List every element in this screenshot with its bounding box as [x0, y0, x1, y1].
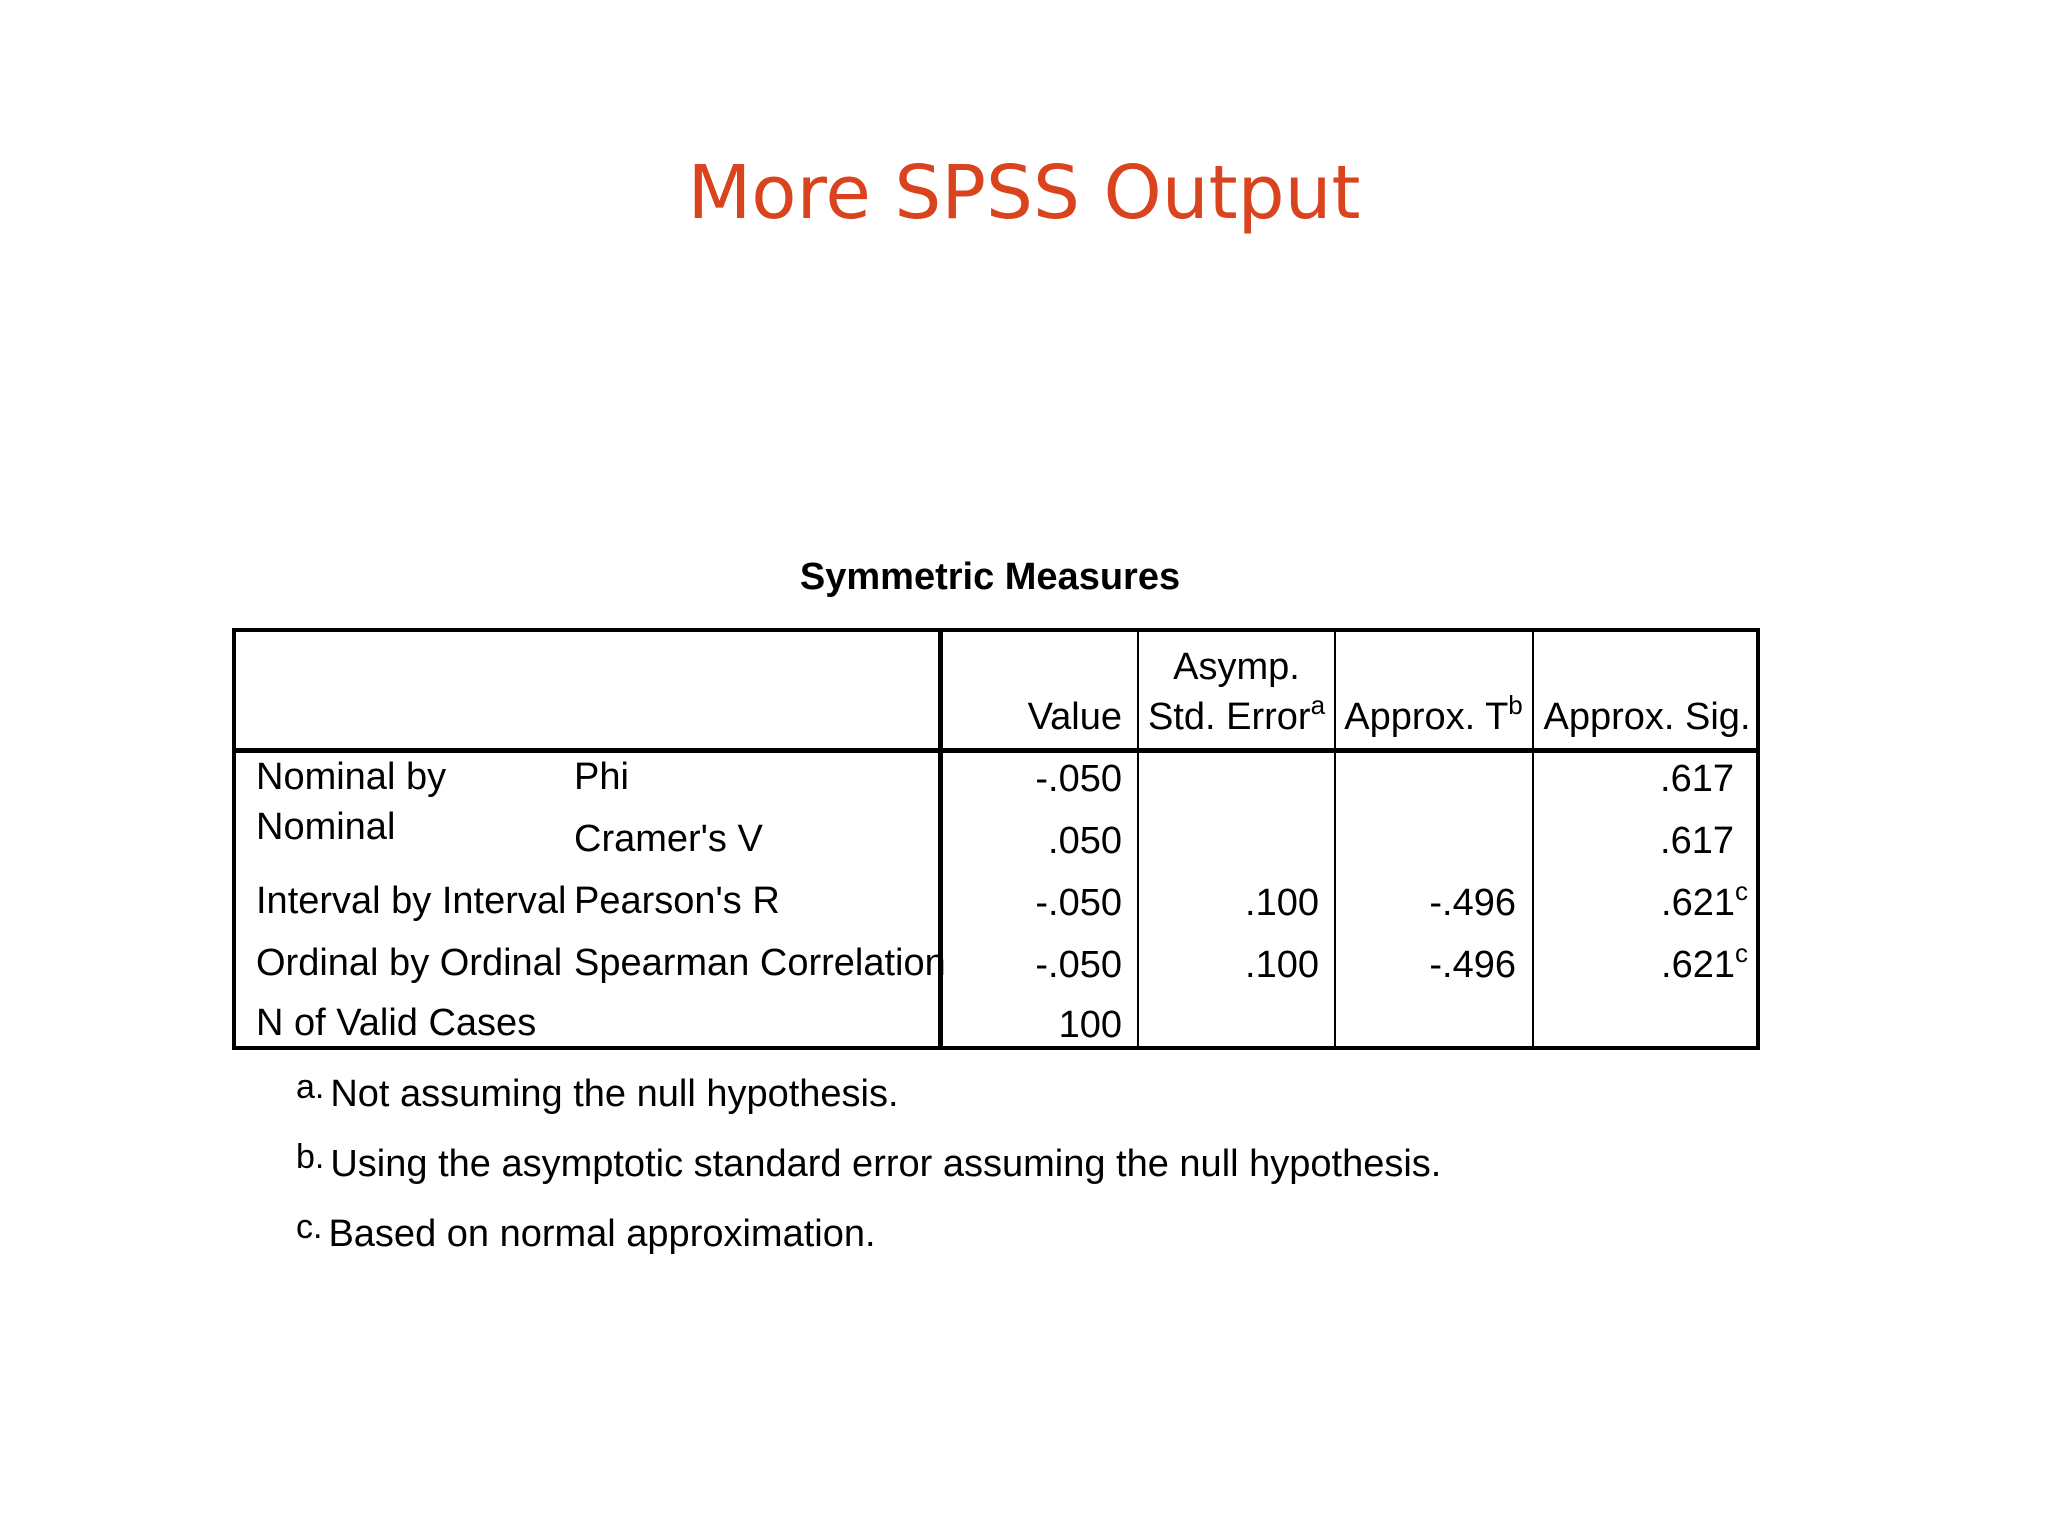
cell-approx-sig: .621$^c$ [1661, 938, 1748, 986]
header-value: Value [1027, 696, 1122, 738]
cell-value: .050 [1048, 820, 1122, 862]
row-group-label: Ordinal by Ordinal [256, 942, 563, 984]
row-group-label: Nominal by [256, 756, 447, 798]
cell-approx-sig: .621$^c$ [1661, 876, 1748, 924]
cell-value: -.050 [1035, 944, 1122, 986]
cell-value: 100 [1058, 1004, 1122, 1046]
footnote: b. Using the asymptotic standard error assuming the null hypothesis. [296, 1138, 1442, 1185]
row-measure-label: Spearman Correlation [574, 942, 946, 984]
header-approx-t: Approx. $T^b$ [1344, 690, 1523, 738]
row-measure-label: Phi [574, 756, 629, 798]
row-measure-label: Cramer's V [574, 818, 763, 860]
symmetric-measures-table [232, 628, 1760, 1050]
header-approx-sig: Approx. Sig. [1543, 696, 1751, 738]
row-group-label: Interval by Interval [256, 880, 567, 922]
slide-title: More SPSS Output [687, 150, 1361, 236]
header-divider [236, 748, 1756, 753]
footnote: a. Not assuming the null hypothesis. [296, 1068, 899, 1115]
header-asymp-line1: Asymp. [1173, 646, 1300, 688]
cell-approx-t: -.496 [1429, 882, 1516, 924]
header-asymp-line2: Std. Error$^a$ [1147, 690, 1326, 738]
row-group-label: N of Valid Cases [256, 1002, 537, 1044]
cell-approx-sig: .617 [1660, 758, 1734, 800]
row-group-label: Nominal [256, 806, 396, 848]
cell-approx-t: -.496 [1429, 944, 1516, 986]
footnote: c. Based on normal approximation. [296, 1208, 876, 1255]
cell-std-error: .100 [1245, 882, 1319, 924]
row-measure-label: Pearson's R [574, 880, 780, 922]
table-caption: Symmetric Measures [799, 556, 1181, 598]
cell-value: -.050 [1035, 882, 1122, 924]
cell-std-error: .100 [1245, 944, 1319, 986]
cell-approx-sig: .617 [1660, 820, 1734, 862]
cell-value: -.050 [1035, 758, 1122, 800]
